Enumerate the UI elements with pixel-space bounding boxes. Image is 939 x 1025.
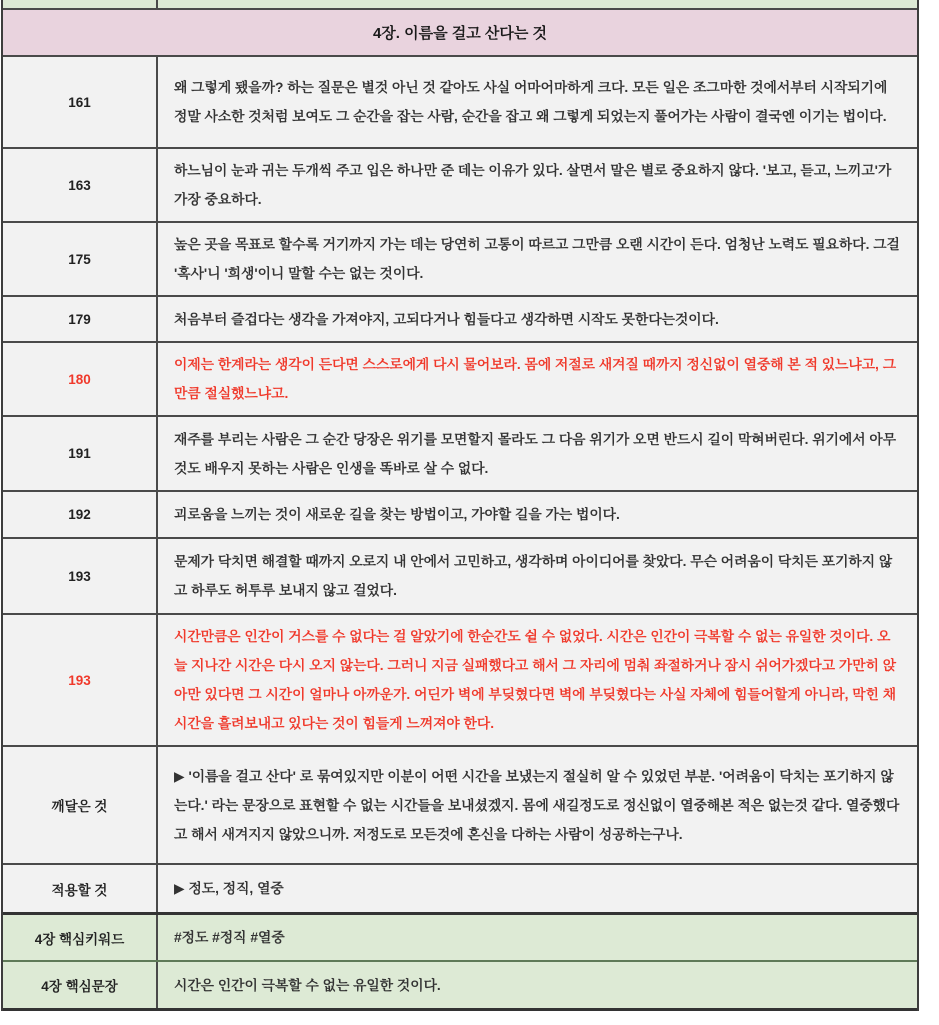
page-number: 180: [3, 343, 158, 415]
row-label: 적용할 것: [3, 865, 158, 912]
table-row: [3, 490, 917, 537]
table-row-partial-top: [3, 0, 917, 8]
table-row: [3, 537, 917, 613]
table-row-highlighted: [3, 613, 917, 745]
quote-text: 재주를 부리는 사람은 그 순간 당장은 위기를 모면할지 몰라도 그 다음 위기가 오면 반드시 길이 막혀버린다. 위기에서 아무것도 배우지 못하는 사람은 인생을 똑바로 살 수 없다.: [174, 431, 897, 476]
partial-row-text-cell: [158, 0, 917, 14]
table-row: [3, 147, 917, 221]
page-number: 163: [3, 149, 158, 221]
key-keywords-text: #정도 #정직 #열중: [174, 930, 285, 945]
page-number: 193: [3, 615, 158, 745]
realization-text: ▶ '이름을 걸고 산다' 로 묶여있지만 이분이 어떤 시간을 보냈는지 절실히 알 수 있었던 부분. '어려움이 닥치는 포기하지 않는다.' 라는 문장으로 표현할 수 없는 시간들을 보내셨겠지. 몸에 새길정도로 정신없이 열중해본 적은 없는것 같다. 열중했다고 해서 새겨지지 않았으니까. 저정도로 모든것에 혼신을 다하는 사람이 성공하는구나.: [174, 768, 900, 842]
table-row-partial-bottom: [3, 1008, 917, 1011]
application-text: ▶ 정도, 정직, 열중: [174, 881, 284, 896]
chapter-header-title: 4장. 이름을 걸고 산다는 것: [372, 25, 548, 42]
table-row-realization: [3, 745, 917, 863]
page-number: 193: [3, 539, 158, 613]
page-number: 175: [3, 223, 158, 295]
table-row: [3, 221, 917, 295]
page-number: 179: [3, 297, 158, 341]
quote-text: 높은 곳을 목표로 할수록 거기까지 가는 데는 당연히 고통이 따르고 그만큼 오랜 시간이 든다. 엄청난 노력도 필요하다. 그걸 '혹사'니 '희생'이니 말할 수는 없는 것이다.: [174, 237, 900, 281]
row-label: 4장 핵심키워드: [3, 915, 158, 960]
table-row-key-keywords: [3, 912, 917, 960]
page-number: 192: [3, 492, 158, 537]
table-row-key-sentence: [3, 960, 917, 1008]
partial-row-label-cell: [3, 0, 158, 8]
table-row-application: [3, 863, 917, 912]
row-label: 4장 핵심문장: [3, 962, 158, 1008]
partial-row-text-cell: [158, 1011, 917, 1025]
quote-text: 왜 그렇게 됐을까? 하는 질문은 별것 아닌 것 같아도 사실 어마어마하게 크다. 모든 일은 조그마한 것에서부터 시작되기에 정말 사소한 것처럼 보여도 그 순간을 잡는 사람, 순간을 잡고 왜 그렇게 되었는지 풀어가는 사람이 결국엔 이기는 법이다.: [174, 80, 888, 124]
quote-text: 하느님이 눈과 귀는 두개씩 주고 입은 하나만 준 데는 이유가 있다. 살면서 말은 별로 중요하지 않다. '보고, 듣고, 느끼고'가 가장 중요하다.: [174, 163, 892, 207]
table-row: [3, 415, 917, 490]
quote-text: 시간만큼은 인간이 거스를 수 없다는 걸 알았기에 한순간도 쉴 수 없었다. 시간은 인간이 극복할 수 없는 유일한 것이다. 오늘 지나간 시간은 다시 오지 않는다. 그러니 지금 실패했다고 해서 그 자리에 멈춰 좌절하거나 잠시 쉬어가겠다고 가만히 앉아만 있다면 그 시간이 얼마나 아까운가. 어딘가 벽에 부딪혔다면 벽에 부딪혔다는 사실 자체에 힘들어할게 아니라, 막힌 채 시간을 흘려보내고 있다는 것이 힘들게 느껴져야 한다.: [174, 629, 897, 731]
table-row: [3, 55, 917, 147]
quote-text: 처음부터 즐겁다는 생각을 가져야지, 고되다거나 힘들다고 생각하면 시작도 못한다는것이다.: [174, 311, 719, 327]
quote-text: 문제가 닥치면 해결할 때까지 오로지 내 안에서 고민하고, 생각하며 아이디어를 찾았다. 무슨 어려움이 닥치든 포기하지 않고 하루도 허투루 보내지 않고 걸었다.: [174, 554, 893, 598]
row-label: 깨달은 것: [3, 747, 158, 863]
quote-text: 이제는 한계라는 생각이 든다면 스스로에게 다시 물어보라. 몸에 저절로 새겨질 때까지 정신없이 열중해 본 적 있느냐고, 그만큼 절실했느냐고.: [174, 357, 897, 401]
book-notes-table: [1, 0, 919, 1011]
quote-text: 괴로움을 느끼는 것이 새로운 길을 찾는 방법이고, 가야할 길을 가는 법이다.: [174, 507, 620, 522]
chapter-header-row: [3, 8, 917, 55]
page-number: 191: [3, 417, 158, 490]
page-number: 161: [3, 57, 158, 147]
table-row: [3, 295, 917, 341]
key-sentence-text: 시간은 인간이 극복할 수 없는 유일한 것이다.: [174, 977, 441, 993]
table-row-highlighted: [3, 341, 917, 415]
